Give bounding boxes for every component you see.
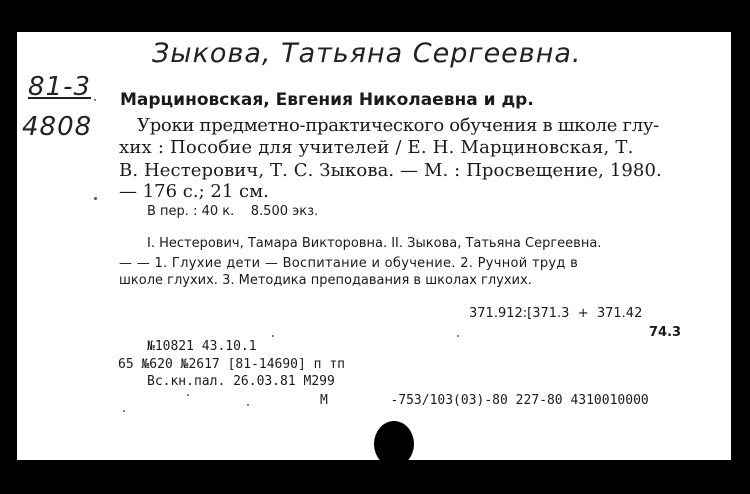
speck: [187, 394, 189, 396]
speck: [94, 197, 97, 200]
title-line-1: Уроки предметно-практического обучения в школе глу-: [137, 115, 659, 136]
speck: [123, 410, 125, 412]
catalog-card: [17, 32, 731, 460]
code-line: М -753/103(03)-80 227-80 4310010000: [320, 393, 649, 408]
title-line-3: В. Нестерович, Т. С. Зыкова. — М. : Просвещение, 1980.: [119, 160, 662, 181]
service-line-1: №10821 43.10.1: [147, 339, 257, 354]
classification-index-2: 74.3: [649, 325, 682, 340]
speck: [272, 335, 274, 337]
price-and-print-run: В пер. : 40 к. 8.500 экз.: [147, 204, 319, 219]
handwritten-call-number-top: 81-3: [28, 72, 92, 102]
classification-index: 371.912:[371.3 + 371.42: [469, 306, 643, 321]
service-line-2: 65 №620 №2617 [81-14690] п тп: [118, 357, 345, 372]
author-heading: Марциновская, Евгения Николаевна и др.: [120, 90, 534, 110]
title-line-2: хих : Пособие для учителей / Е. Н. Марциновская, Т.: [119, 137, 634, 158]
service-line-3: Вс.кн.пал. 26.03.81 М299: [147, 374, 335, 389]
speck: [247, 404, 249, 406]
speck: [94, 99, 96, 101]
handwritten-call-number-bottom: 4808: [22, 112, 93, 142]
tracing-line-2: — — 1. Глухие дети — Воспитание и обучение. 2. Ручной труд в: [119, 256, 579, 271]
tracing-line-3: школе глухих. 3. Методика преподавания в школах глухих.: [119, 273, 532, 288]
tracing-line-1: I. Нестерович, Тамара Викторовна. II. Зыкова, Татьяна Сергеевна.: [147, 236, 602, 251]
title-line-4: — 176 с.; 21 см.: [119, 181, 269, 202]
handwritten-name: Зыкова, Татьяна Сергеевна.: [152, 38, 582, 69]
ink-blot: [374, 421, 414, 460]
speck: [457, 335, 459, 337]
